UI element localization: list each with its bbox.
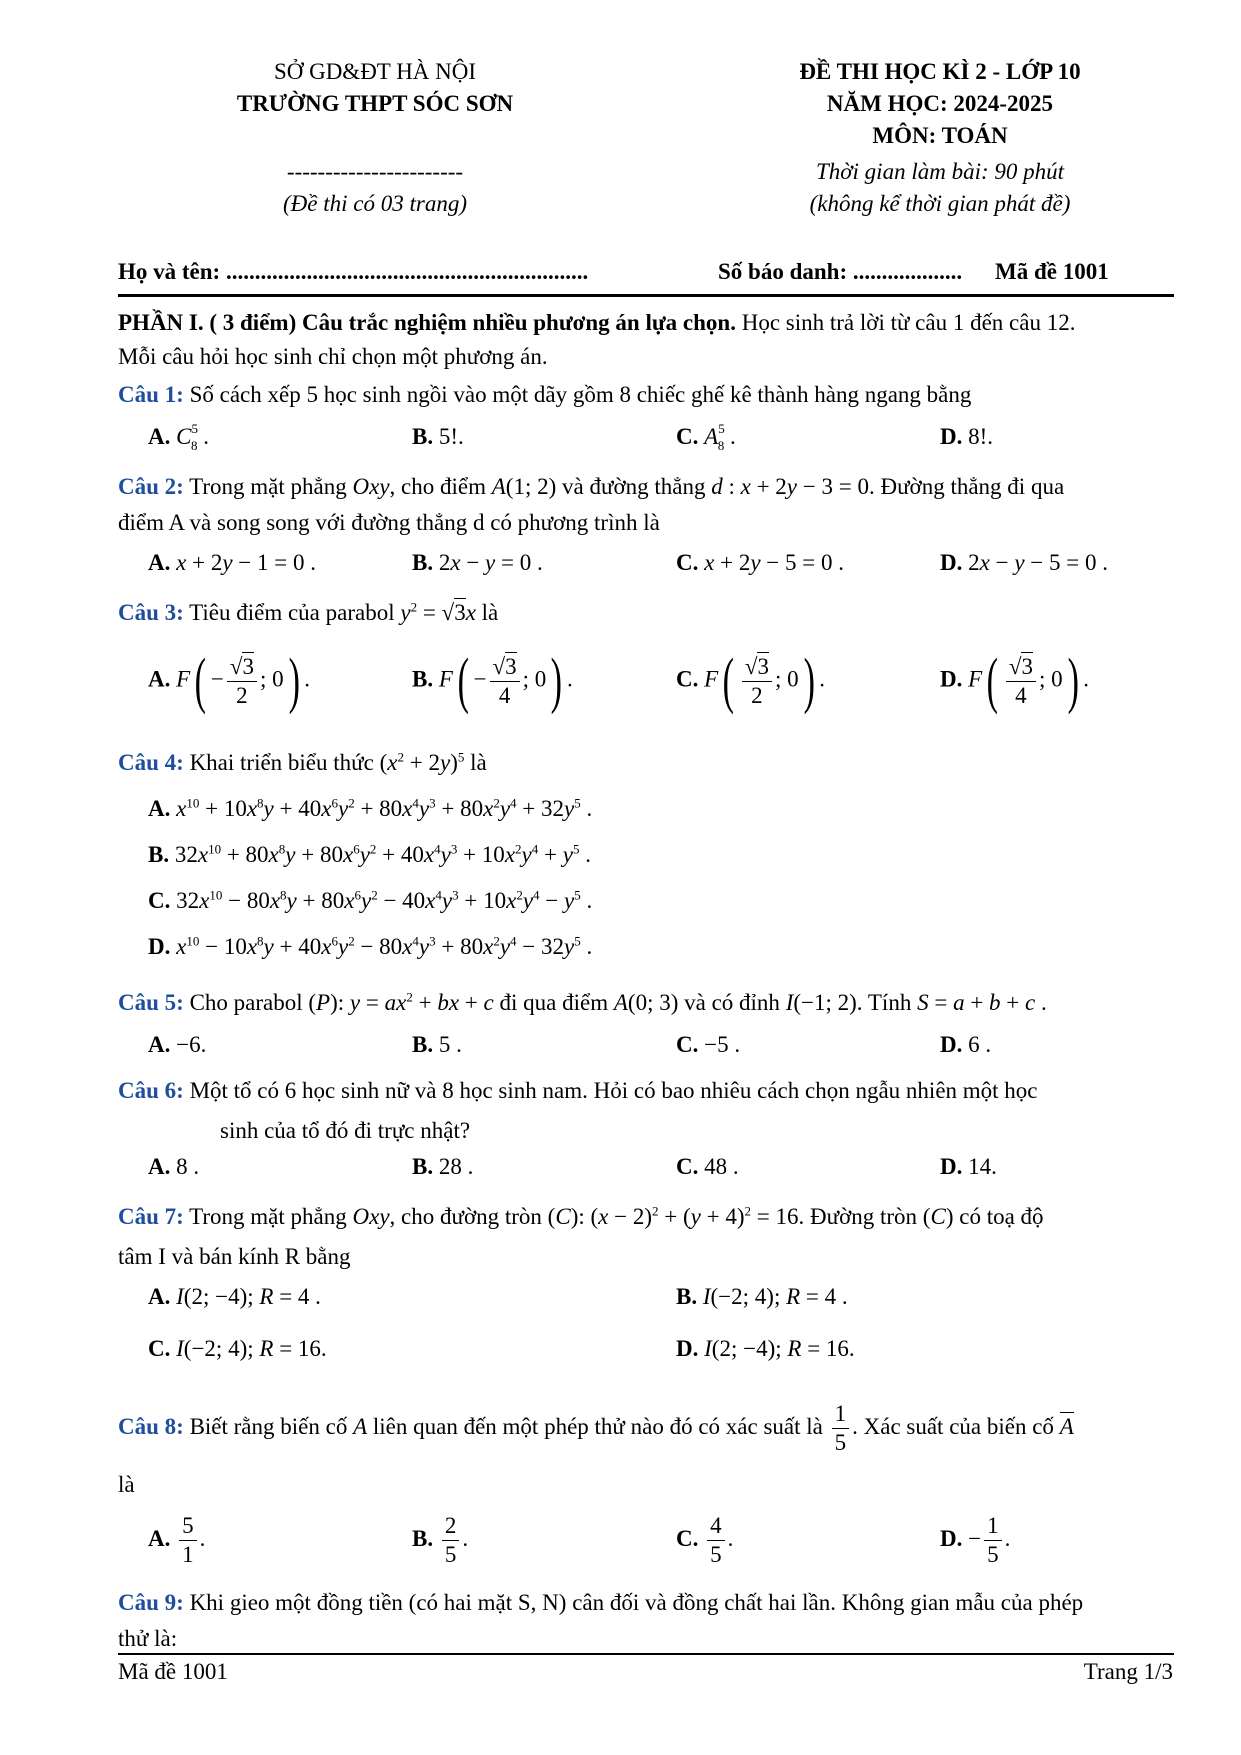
school-name: TRƯỜNG THPT SÓC SƠN (236, 91, 514, 116)
q6-option-c[interactable]: C. 48 . (676, 1154, 739, 1179)
header-rule (118, 294, 1174, 297)
question-2-line2: điểm A và song song với đường thẳng d có phương trình là (118, 510, 660, 535)
question-7-line2: tâm I và bán kính R bằng (118, 1244, 351, 1269)
question-6-label: Câu 6: (118, 1078, 184, 1103)
question-2: Câu 2: Trong mặt phẳng Oxy, cho điểm A(1; 2) và đường thẳng d : x + 2y − 3 = 0. Đường thẳng đi qua (118, 474, 1065, 499)
section-title (118, 306, 1188, 340)
q7-option-a[interactable]: A. I(2; −4); R = 4 . (148, 1284, 321, 1309)
section-title-bold: PHẦN I. ( 3 điểm) Câu trắc nghiệm nhiều phương án lựa chọn. (118, 310, 736, 335)
question-8: Câu 8: Biết rằng biến cố A liên quan đến một phép thử nào đó có xác suất là $\frac{1}{5}$ . Xác suất của biến cố A (118, 1401, 1074, 1455)
question-1-label: Câu 1: (118, 382, 184, 407)
q8-option-d[interactable]: D. − $\frac{1}{5}$ . (940, 1513, 1011, 1567)
q1-option-c[interactable]: C. $A^5_8$ . (676, 421, 736, 453)
q2-option-a[interactable]: A. x + 2y − 1 = 0 . (148, 550, 316, 575)
q2-option-b[interactable]: B. 2x − y = 0 . (412, 550, 543, 575)
q3-option-d[interactable]: D. F( $\frac{√3}{4}$ ; 0) . (940, 647, 1090, 715)
q4-option-c[interactable]: C. $32x^{10} - 80x^8y + 80x^6y^2 - 40x^4y^3 + 10x^2y^4 - y^5$ . (148, 887, 593, 913)
question-2-label: Câu 2: (118, 474, 184, 499)
q1-option-a[interactable]: A. $C^5_8$ . (148, 421, 209, 453)
q1-option-d[interactable]: D. 8!. (940, 424, 994, 449)
q3-option-c[interactable]: C. F( $\frac{√3}{2}$ ; 0) . (676, 647, 826, 715)
question-1-text: Số cách xếp 5 học sinh ngồi vào một dãy gồm 8 chiếc ghế kê thành hàng ngang bằng (183, 382, 972, 407)
q7-option-c[interactable]: C. I(−2; 4); R = 16. (148, 1336, 327, 1361)
time-limit: Thời gian làm bài: 90 phút (815, 159, 1065, 184)
exam-code: Mã đề 1001 (995, 259, 1109, 284)
q6-option-a[interactable]: A. 8 . (148, 1154, 200, 1179)
q8-option-a[interactable]: A. $\frac{5}{1}$ . (148, 1513, 206, 1567)
question-7-label: Câu 7: (118, 1204, 184, 1229)
section-instruction: Mỗi câu hỏi học sinh chỉ chọn một phương án. (118, 344, 548, 369)
question-9: Câu 9: Khi gieo một đồng tiền (có hai mặt S, N) cân đối và đồng chất hai lần. Không gian mẫu của phép (118, 1590, 1084, 1615)
question-5: Câu 5: Cho parabol (P): $y = ax^2$ + bx + c đi qua điểm A(0; 3) và có đỉnh I(−1; 2). Tính S = a + b + c . (118, 989, 1047, 1015)
student-name-field[interactable]: Họ và tên: ............................................................... (118, 259, 589, 284)
question-9-line2: thử là: (118, 1626, 178, 1651)
student-id-field[interactable]: Số báo danh: ................... (718, 259, 963, 284)
q1-option-b[interactable]: B. 5!. (412, 424, 464, 449)
page-count-note: (Đề thi có 03 trang) (283, 191, 467, 216)
q5-option-a[interactable]: A. −6. (148, 1032, 207, 1057)
question-6: Câu 6: Một tổ có 6 học sinh nữ và 8 học sinh nam. Hỏi có bao nhiêu cách chọn ngẫu nhiên một học (118, 1078, 1038, 1103)
q7-option-d[interactable]: D. I(2; −4); R = 16. (676, 1336, 855, 1361)
header-dashes: ----------------------- (286, 159, 464, 184)
q6-option-b[interactable]: B. 28 . (412, 1154, 474, 1179)
q5-option-c[interactable]: C. −5 . (676, 1032, 741, 1057)
question-5-label: Câu 5: (118, 990, 184, 1015)
q6-option-d[interactable]: D. 14. (940, 1154, 997, 1179)
time-note: (không kể thời gian phát đề) (809, 191, 1071, 216)
question-3-label: Câu 3: (118, 600, 184, 625)
question-9-label: Câu 9: (118, 1590, 184, 1615)
question-4: Câu 4: Khai triển biểu thức $(x^2 + 2y)^5$ là (118, 749, 487, 775)
q2-option-c[interactable]: C. x + 2y − 5 = 0 . (676, 550, 844, 575)
question-7: Câu 7: Trong mặt phẳng Oxy, cho đường tròn (C): $(x - 2)^2 + (y + 4)^2 = 16$. Đường tròn (C) có toạ độ (118, 1203, 1044, 1229)
footer-rule (118, 1653, 1174, 1655)
q8-option-c[interactable]: C. $\frac{4}{5}$ . (676, 1513, 734, 1567)
q3-option-a[interactable]: A. F( − $\frac{√3}{2}$ ; 0) . (148, 647, 310, 715)
q5-option-d[interactable]: D. 6 . (940, 1032, 992, 1057)
question-4-label: Câu 4: (118, 750, 184, 775)
exam-title: ĐỀ THI HỌC KÌ 2 - LỚP 10 (799, 59, 1081, 84)
subject: MÔN: TOÁN (872, 123, 1008, 148)
school-year: NĂM HỌC: 2024-2025 (826, 91, 1054, 116)
question-8-line2: là (118, 1472, 135, 1497)
q2-option-d[interactable]: D. 2x − y − 5 = 0 . (940, 550, 1108, 575)
footer-page-number: Trang 1/3 (1083, 1659, 1173, 1684)
q7-option-b[interactable]: B. I(−2; 4); R = 4 . (676, 1284, 848, 1309)
q3-option-b[interactable]: B. F( − $\frac{√3}{4}$ ; 0) . (412, 647, 573, 715)
q8-option-b[interactable]: B. $\frac{2}{5}$ . (412, 1513, 469, 1567)
question-3: Câu 3: Tiêu điểm của parabol $y^2 = √3x$ là (118, 599, 499, 625)
q4-option-d[interactable]: D. $x^{10} - 10x^8y + 40x^6y^2 - 80x^4y^3 + 80x^2y^4 - 32y^5$ . (148, 933, 593, 959)
q4-option-a[interactable]: A. $x^{10} + 10x^8y + 40x^6y^2 + 80x^4y^3 + 80x^2y^4 + 32y^5$ . (148, 795, 593, 821)
question-6-line2: sinh của tổ đó đi trực nhật? (220, 1118, 471, 1143)
q5-option-b[interactable]: B. 5 . (412, 1032, 462, 1057)
q4-option-b[interactable]: B. $32x^{10} + 80x^8y + 80x^6y^2 + 40x^4y^3 + 10x^2y^4 + y^5$ . (148, 841, 591, 867)
section-title-rest: Học sinh trả lời từ câu 1 đến câu 12. (735, 310, 1076, 335)
footer-exam-code: Mã đề 1001 (118, 1659, 228, 1684)
question-8-label: Câu 8: (118, 1413, 184, 1439)
question-1 (118, 378, 1188, 412)
dept-name: SỞ GD&ĐT HÀ NỘI (273, 59, 477, 84)
